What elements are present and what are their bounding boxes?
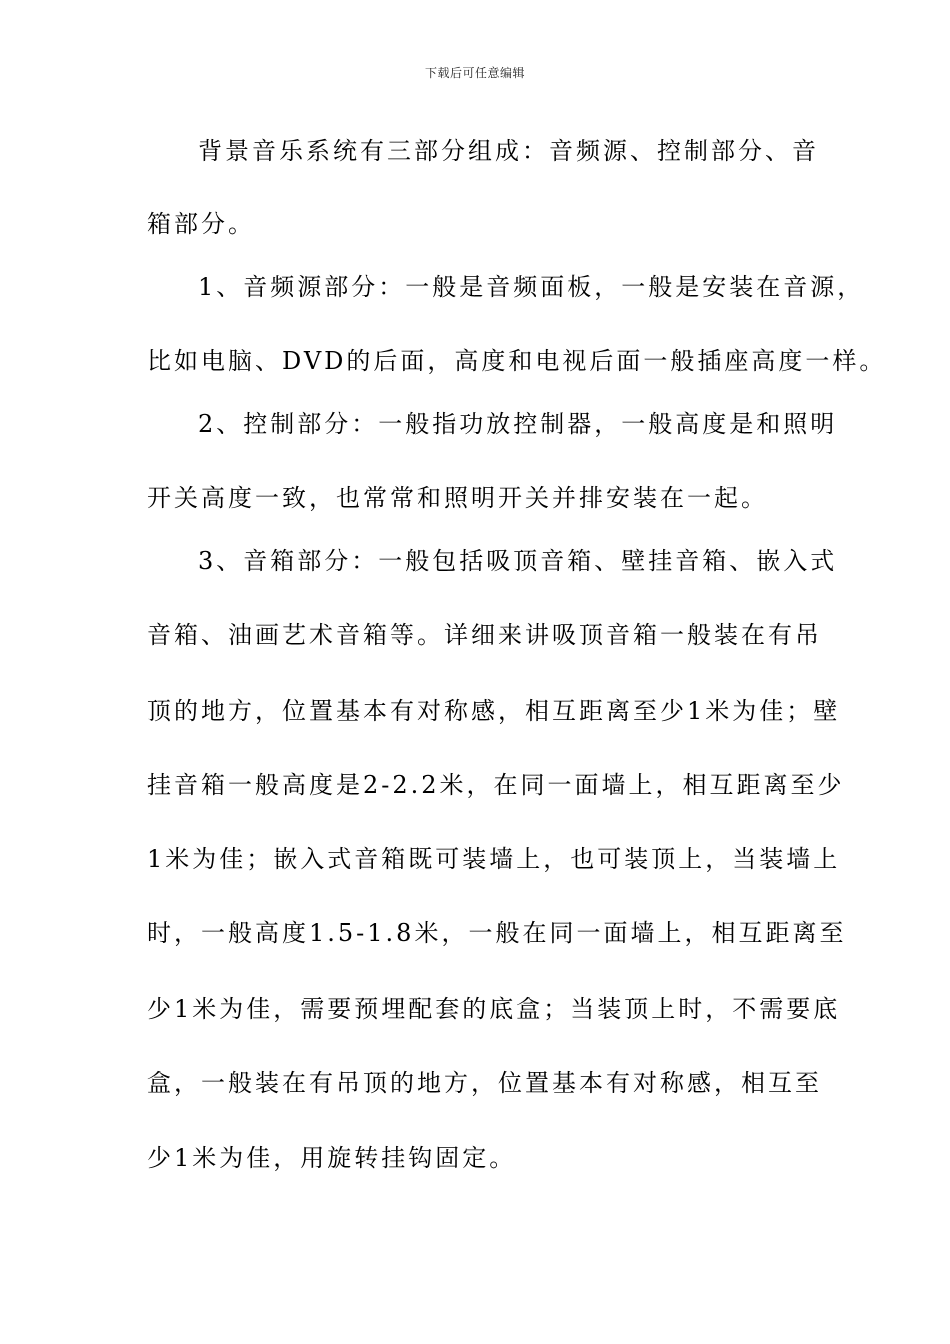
paragraph-intro-line-2: 箱部分。 [147,210,255,238]
paragraph-intro-line-1: 背景音乐系统有三部分组成：音频源、控制部分、音 [198,137,819,165]
paragraph-speaker-line-1: 3、音箱部分：一般包括吸顶音箱、壁挂音箱、嵌入式 [198,547,838,575]
paragraph-speaker-line-2: 音箱、油画艺术音箱等。详细来讲吸顶音箱一般装在有吊 [147,621,822,649]
paragraph-audio-source-line-1: 1、音频源部分：一般是音频面板，一般是安装在音源， [198,273,865,301]
paragraph-speaker-line-4: 挂音箱一般高度是2-2.2米，在同一面墙上，相互距离至少 [147,771,845,799]
page-header-note: 下载后可任意编辑 [424,66,525,80]
paragraph-speaker-line-9: 少1米为佳，用旋转挂钩固定。 [147,1144,517,1172]
paragraph-speaker-line-5: 1米为佳；嵌入式音箱既可装墙上，也可装顶上，当装墙上 [147,845,841,873]
paragraph-control-line-2: 开关高度一致，也常常和照明开关并排安装在一起。 [147,484,768,512]
paragraph-speaker-line-3: 顶的地方，位置基本有对称感，相互距离至少1米为佳；壁 [147,697,841,725]
paragraph-control-line-1: 2、控制部分：一般指功放控制器，一般高度是和照明 [198,410,838,438]
paragraph-audio-source-line-2: 比如电脑、DVD的后面，高度和电视后面一般插座高度一样。 [147,347,887,375]
paragraph-speaker-line-6: 时，一般高度1.5-1.8米，一般在同一面墙上，相互距离至 [147,919,847,947]
paragraph-speaker-line-8: 盒，一般装在有吊顶的地方，位置基本有对称感，相互至 [147,1069,822,1097]
paragraph-speaker-line-7: 少1米为佳，需要预埋配套的底盒；当装顶上时，不需要底 [147,995,841,1023]
